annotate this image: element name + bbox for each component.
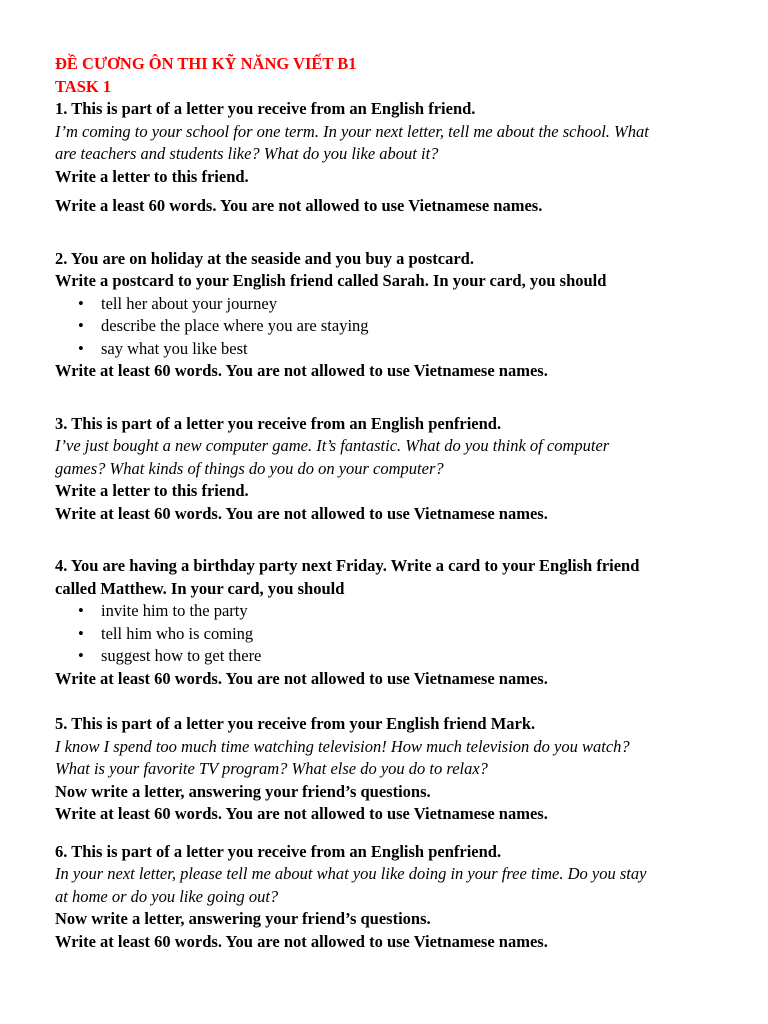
question-6-quote-line-1: In your next letter, please tell me about what you like doing in your free time. Do you stay (55, 864, 647, 883)
question-3-instruction: Write a letter to this friend. (55, 481, 249, 500)
question-6-instruction: Now write a letter, answering your friend’s questions. (55, 909, 431, 928)
document-title: ĐỀ CƯƠNG ÔN THI KỸ NĂNG VIẾT B1 (55, 54, 357, 73)
question-6 (55, 841, 745, 954)
bullet-icon: • (78, 316, 84, 335)
question-6-requirement: Write at least 60 words. You are not allowed to use Vietnamese names. (55, 931, 548, 951)
bullet-icon: • (78, 646, 84, 665)
bullet-icon: • (78, 601, 84, 620)
list-item: • invite him to the party (55, 600, 745, 623)
question-6-quote-line-2: at home or do you like going out? (55, 886, 279, 906)
question-4-bullet-list (55, 600, 745, 668)
task-heading: TASK 1 (55, 76, 112, 96)
question-2-requirement: Write at least 60 words. You are not allowed to use Vietnamese names. (55, 361, 548, 380)
question-4-requirement: Write at least 60 words. You are not allowed to use Vietnamese names. (55, 668, 548, 688)
question-4 (55, 555, 745, 690)
list-item: • describe the place where you are staying (55, 315, 745, 338)
question-1 (55, 98, 745, 218)
question-3-requirement: Write at least 60 words. You are not allowed to use Vietnamese names. (55, 503, 548, 523)
question-2-prompt: 2. You are on holiday at the seaside and you buy a postcard. (55, 248, 474, 268)
question-5-instruction: Now write a letter, answering your friend’s questions. (55, 781, 431, 801)
question-2 (55, 248, 745, 383)
question-1-prompt: 1. This is part of a letter you receive from an English friend. (55, 99, 476, 118)
document-page (55, 53, 745, 953)
question-5-quote-line-1: I know I spend too much time watching television! How much television do you watch? (55, 736, 630, 756)
bullet-icon: • (78, 623, 84, 643)
question-1-instruction: Write a letter to this friend. (55, 166, 249, 186)
question-1-quote-line-1: I’m coming to your school for one term. In your next letter, tell me about the school. What (55, 121, 649, 141)
bullet-icon: • (78, 293, 84, 313)
question-5-prompt: 5. This is part of a letter you receive from your English friend Mark. (55, 714, 536, 733)
question-4-prompt-line-2: called Matthew. In your card, you should (55, 578, 345, 598)
question-3-quote-line-2: games? What kinds of things do you do on your computer? (55, 458, 444, 478)
question-3 (55, 413, 745, 526)
list-item: • tell her about your journey (55, 293, 745, 316)
list-item: • tell him who is coming (55, 623, 745, 646)
bullet-icon: • (78, 338, 84, 358)
question-5-requirement: Write at least 60 words. You are not allowed to use Vietnamese names. (55, 804, 548, 823)
question-3-prompt: 3. This is part of a letter you receive from an English penfriend. (55, 413, 502, 433)
list-item: • say what you like best (55, 338, 745, 361)
question-5-quote-line-2: What is your favorite TV program? What else do you do to relax? (55, 759, 488, 778)
question-5 (55, 713, 745, 826)
question-2-instruction: Write a postcard to your English friend called Sarah. In your card, you should (55, 271, 607, 290)
question-1-quote-line-2: are teachers and students like? What do you like about it? (55, 144, 439, 163)
question-3-quote-line-1: I’ve just bought a new computer game. It’s fantastic. What do you think of computer (55, 436, 610, 455)
question-4-prompt-line-1: 4. You are having a birthday party next Friday. Write a card to your English friend (55, 556, 640, 575)
question-2-bullet-list (55, 293, 745, 361)
list-item: • suggest how to get there (55, 645, 745, 668)
question-6-prompt: 6. This is part of a letter you receive from an English penfriend. (55, 841, 502, 861)
question-1-requirement: Write a least 60 words. You are not allowed to use Vietnamese names. (55, 196, 543, 215)
